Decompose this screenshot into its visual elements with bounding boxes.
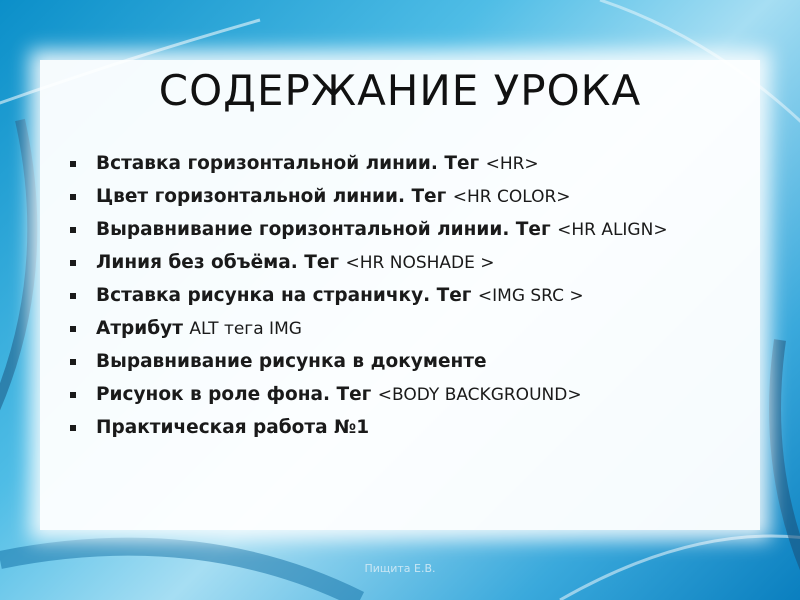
topic-list [66, 150, 746, 447]
item-text: Выравнивание рисунка в документе [96, 351, 487, 372]
list-item [66, 414, 746, 442]
item-tag: ALT тега IMG [189, 319, 302, 339]
item-text: Выравнивание горизонтальной линии. Тег [96, 219, 558, 240]
list-item [66, 315, 746, 343]
item-text: Атрибут [96, 318, 190, 339]
bullet-icon [70, 359, 76, 365]
list-item [66, 183, 746, 211]
bullet-icon [70, 161, 76, 167]
list-item [66, 282, 746, 310]
list-item [66, 348, 746, 376]
item-tag: <BODY BACKGROUND> [377, 385, 582, 405]
list-item [66, 381, 746, 409]
bullet-icon [70, 293, 76, 299]
item-tag: <HR COLOR> [452, 187, 571, 207]
item-tag: <HR ALIGN> [557, 220, 668, 240]
item-text: Цвет горизонтальной линии. Тег [96, 186, 453, 207]
bullet-icon [70, 260, 76, 266]
item-tag: <IMG SRC > [477, 286, 584, 306]
bullet-icon [70, 425, 76, 431]
item-tag: <HR> [485, 154, 539, 174]
author-footer: Пищита Е.В. [364, 562, 436, 575]
bullet-icon [70, 227, 76, 233]
list-item [66, 216, 746, 244]
item-text: Рисунок в роле фона. Тег [96, 384, 378, 405]
bullet-icon [70, 326, 76, 332]
item-tag: <HR NOSHADE > [345, 253, 495, 273]
item-text: Вставка рисунка на страничку. Тег [96, 285, 478, 306]
bullet-icon [70, 392, 76, 398]
list-item [66, 249, 746, 277]
item-text: Практическая работа №1 [96, 417, 370, 438]
content-card [40, 60, 760, 530]
list-item [66, 150, 746, 178]
bullet-icon [70, 194, 76, 200]
item-text: Вставка горизонтальной линии. Тег [96, 153, 486, 174]
slide-title: СОДЕРЖАНИЕ УРОКА [158, 66, 642, 115]
item-text: Линия без объёма. Тег [96, 252, 346, 273]
